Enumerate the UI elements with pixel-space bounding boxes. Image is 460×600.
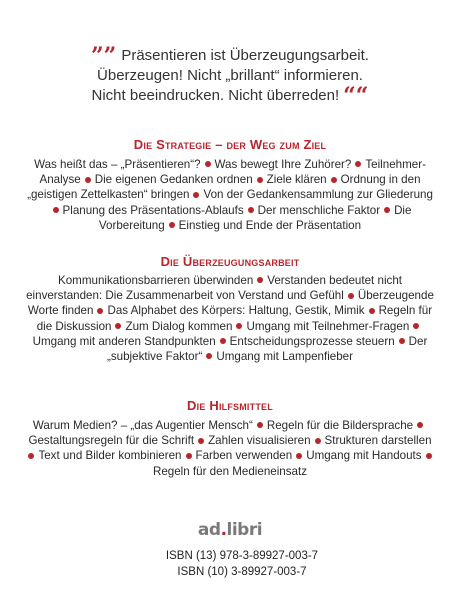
intro-quote <box>0 43 460 109</box>
section-items-strategie <box>22 157 438 233</box>
topic-item: Regeln für die Bildersprache <box>266 419 414 432</box>
bullet-icon <box>97 308 103 314</box>
section-heading-hilfsmittel: Die Hilfsmittel <box>187 398 273 413</box>
topic-item: Zahlen visualisieren <box>208 434 311 448</box>
topic-item: Der „subjektive Faktor“ <box>107 334 428 364</box>
section-heading-ueberzeugungsarbeit: Die Überzeugungsarbeit <box>160 254 300 269</box>
topic-item: Was heißt das – „Präsentieren“? <box>34 158 201 171</box>
topic-item: Was bewegt Ihre Zuhörer? <box>214 158 352 171</box>
bullet-icon <box>315 438 321 444</box>
bullet-icon <box>399 338 405 344</box>
open-quote-icon: ”” <box>91 43 117 69</box>
quote-line-2: Überzeugen! Nicht „brillant“ informieren. <box>97 67 363 84</box>
bullet-icon <box>348 293 354 299</box>
topic-item: Umgang mit Teilnehmer-Fragen <box>246 319 410 333</box>
bullet-icon <box>257 422 263 428</box>
bullet-icon <box>28 453 34 459</box>
bullet-icon <box>53 207 59 213</box>
topic-item: Kommunikationsbarrieren überwinden <box>58 274 254 287</box>
topic-item: Umgang mit Handouts <box>306 449 422 463</box>
topic-item: Die Vorbereitung <box>98 203 412 232</box>
isbn-10: ISBN (10) 3-89927-003-7 <box>177 566 307 578</box>
topic-item: Überzeugende Worte finden <box>27 289 434 318</box>
topic-item: Die eigenen Gedanken ordnen <box>94 173 253 187</box>
section-heading-strategie: Die Strategie – der Weg zum Ziel <box>133 137 327 152</box>
topic-item: Entscheidungsprozesse steuern <box>229 334 395 348</box>
topic-item: Teilnehmer-Analyse <box>39 158 426 187</box>
section-items-hilfsmittel <box>22 418 438 479</box>
publisher-logo: ad.libri <box>197 520 263 540</box>
topic-item: Verstanden bedeutet nicht einverstanden: Die Zusammenarbeit von Verstand und Gefühl <box>26 274 402 303</box>
topic-item: Gestaltungsregeln für die Schrift <box>28 434 195 448</box>
topic-item: Von der Gedankensammlung zur Gliederung <box>203 188 433 202</box>
topic-item: Zum Dialog kommen <box>125 319 233 333</box>
bullet-icon <box>220 338 226 344</box>
bullet-icon <box>355 161 361 167</box>
bullet-icon <box>186 453 192 459</box>
topic-item: Planung des Präsentations-Ablaufs <box>62 203 244 217</box>
bullet-icon <box>257 277 263 283</box>
topic-item: Regeln für die Diskussion <box>36 304 433 333</box>
topic-item: Ordnung in den „geistigen Zettelkasten“ bringen <box>27 173 421 202</box>
isbn-13: ISBN (13) 978-3-89927-003-7 <box>165 550 319 562</box>
topic-item: Warum Medien? – „das Augentier Mensch“ <box>32 419 253 432</box>
topic-item: Umgang mit anderen Standpunkten <box>32 334 216 348</box>
bullet-icon <box>193 192 199 198</box>
bullet-icon <box>115 323 121 329</box>
bullet-icon <box>206 353 212 359</box>
bullet-icon <box>248 207 254 213</box>
bullet-icon <box>413 323 419 329</box>
topic-item: Der menschliche Faktor <box>257 203 381 217</box>
bullet-icon <box>257 177 263 183</box>
bullet-icon <box>205 161 211 167</box>
topic-item: Text und Bilder kombinieren <box>38 449 182 463</box>
topic-item: Einstieg und Ende der Präsentation <box>178 218 362 232</box>
bullet-icon <box>331 177 337 183</box>
quote-line-3: Nicht beeindrucken. Nicht überreden! <box>91 87 340 104</box>
topic-item: Ziele klären <box>266 173 327 187</box>
bullet-icon <box>198 438 204 444</box>
bullet-icon <box>236 323 242 329</box>
bullet-icon <box>384 207 390 213</box>
bullet-icon <box>426 453 432 459</box>
bullet-icon <box>369 308 375 314</box>
topic-item: Farben verwenden <box>195 449 293 463</box>
quote-line-1: Präsentieren ist Überzeugungsarbeit. <box>121 47 369 64</box>
topic-item: Das Alphabet des Körpers: Haltung, Gestik, Mimik <box>107 304 365 318</box>
topic-item: Umgang mit Lampenfieber <box>216 350 353 364</box>
section-items-ueberzeugungsarbeit <box>22 273 438 364</box>
topic-item: Strukturen darstellen <box>324 434 432 448</box>
topic-item: Regeln für den Medieneinsatz <box>152 464 308 478</box>
bullet-icon <box>169 222 175 228</box>
bullet-icon <box>417 422 423 428</box>
close-quote-icon: ““ <box>343 83 369 109</box>
bullet-icon <box>85 177 91 183</box>
bullet-icon <box>296 453 302 459</box>
